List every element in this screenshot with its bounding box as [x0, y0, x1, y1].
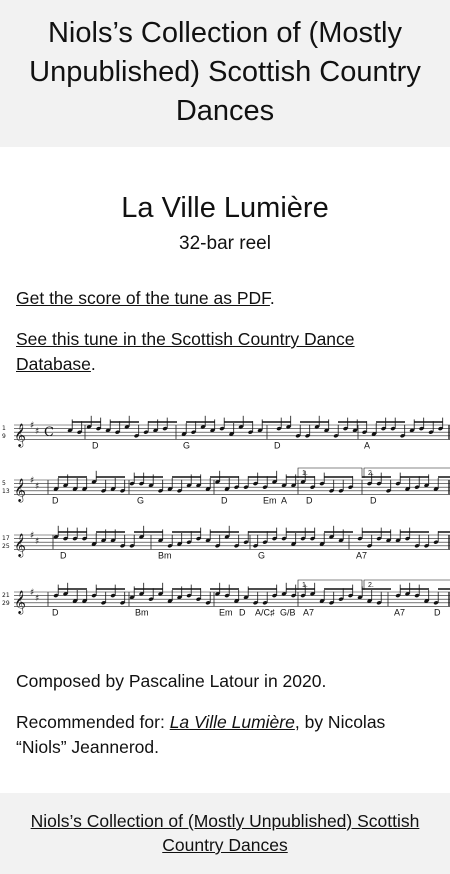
- sharp-icon: ♯: [30, 588, 35, 598]
- volta-label: 2.: [368, 582, 374, 589]
- chord-symbol: D: [92, 440, 99, 451]
- sharp-icon: ♯: [30, 421, 35, 431]
- chord-symbol: D: [306, 495, 313, 506]
- db-paragraph: [0, 327, 450, 377]
- treble-clef-icon: 𝄞: [14, 477, 26, 502]
- chord-symbol: D: [239, 607, 246, 618]
- chord-symbol: D: [274, 440, 281, 451]
- chord-symbol: A/C♯: [255, 607, 275, 618]
- tune-title: La Ville Lumière: [121, 192, 329, 224]
- recommended-suffix: , by Nicolas “Niols” Jeannerod.: [16, 712, 386, 757]
- time-signature: C: [44, 425, 54, 440]
- bar-number: 9: [2, 433, 6, 440]
- chord-symbol: D: [434, 607, 441, 618]
- sharp-icon: ♯: [35, 594, 40, 604]
- bar-number: 1: [2, 425, 6, 432]
- bar-number: 25: [2, 543, 10, 550]
- composed-text: Composed by Pascaline Latour in 2020.: [16, 671, 327, 691]
- volta-label: 2.: [368, 470, 374, 477]
- sharp-icon: ♯: [35, 482, 40, 492]
- music-score: [0, 409, 450, 629]
- recommended-paragraph: [0, 710, 450, 760]
- chord-symbol: A: [364, 440, 371, 451]
- sharp-icon: ♯: [35, 537, 40, 547]
- chord-symbol: Bm: [135, 607, 149, 618]
- sharp-icon: ♯: [30, 531, 35, 541]
- bar-number: 21: [2, 592, 10, 599]
- chord-symbol: D: [60, 550, 67, 561]
- chord-symbol: A: [281, 495, 288, 506]
- volta-label: 1.: [302, 582, 308, 589]
- treble-clef-icon: 𝄞: [14, 422, 26, 447]
- treble-clef-icon: 𝄞: [14, 532, 26, 557]
- pdf-link[interactable]: Get the score of the tune as PDF: [16, 288, 270, 308]
- chord-symbol: A7: [356, 550, 368, 561]
- chord-symbol: G: [258, 550, 266, 561]
- chord-symbol: Bm: [158, 550, 172, 561]
- sharp-icon: ♯: [35, 427, 40, 437]
- pdf-after: .: [269, 288, 275, 308]
- chord-symbol: G/B: [280, 607, 296, 618]
- site-title: Niols’s Collection of (Mostly Unpublished) Scottish Country Dances: [29, 17, 421, 127]
- bar-number: 5: [2, 480, 6, 487]
- db-after: .: [90, 354, 96, 374]
- chord-symbol: A7: [394, 607, 406, 618]
- bar-number: 17: [2, 535, 10, 542]
- chord-symbol: G: [137, 495, 145, 506]
- recommended-prefix: Recommended for:: [16, 712, 170, 732]
- chord-symbol: D: [52, 607, 59, 618]
- chord-symbol: D: [52, 495, 59, 506]
- dance-link[interactable]: La Ville Lumière: [169, 712, 295, 732]
- chord-symbol: D: [221, 495, 228, 506]
- site-header: [0, 0, 450, 147]
- pdf-paragraph: [0, 286, 450, 311]
- tune-subtitle: 32-bar reel: [179, 233, 271, 254]
- bar-number: 13: [2, 488, 10, 495]
- main-content: [0, 188, 450, 760]
- chord-symbol: Em: [219, 607, 233, 618]
- footer-home-link[interactable]: Niols’s Collection of (Mostly Unpublished) Scottish Country Dances: [30, 811, 420, 855]
- treble-clef-icon: 𝄞: [14, 589, 26, 614]
- chord-symbol: G: [183, 440, 191, 451]
- bar-number: 29: [2, 600, 10, 607]
- chord-symbol: D: [370, 495, 377, 506]
- site-footer: [0, 793, 450, 874]
- chord-symbol: A7: [303, 607, 315, 618]
- volta-label: 1.: [302, 470, 308, 477]
- chord-symbol: Em: [263, 495, 277, 506]
- scddb-link[interactable]: See this tune in the Scottish Country Dance Database: [16, 329, 355, 374]
- sharp-icon: ♯: [30, 476, 35, 486]
